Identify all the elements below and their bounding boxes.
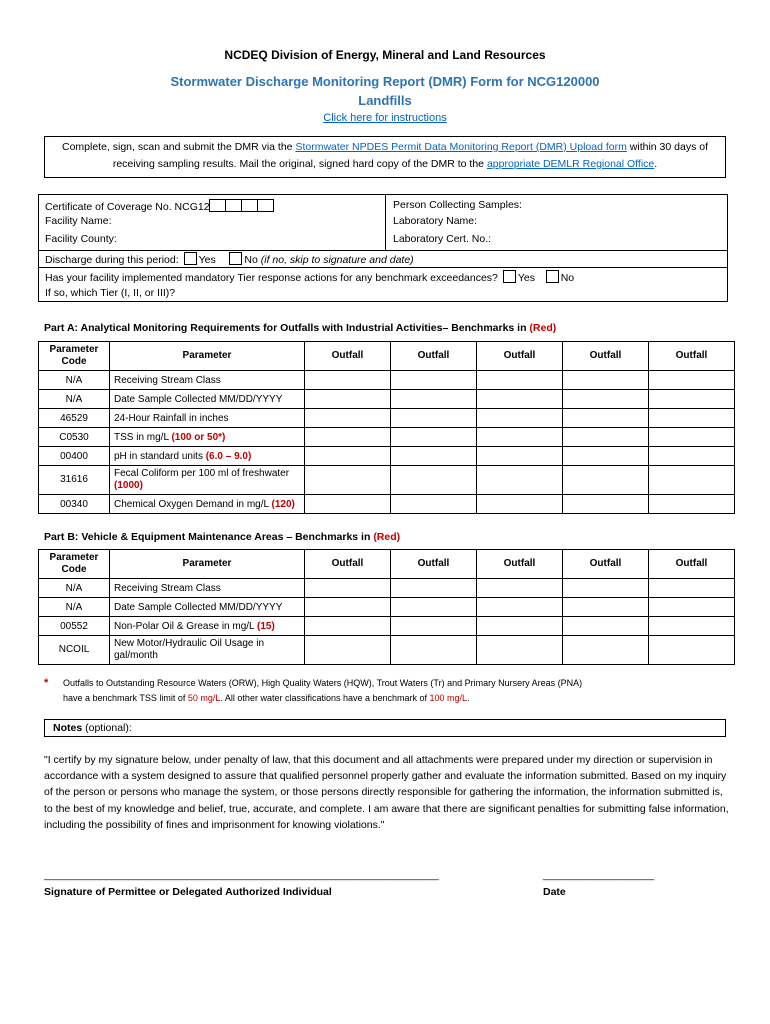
outfall-value-cell[interactable] xyxy=(649,579,735,598)
coc-digit-box[interactable] xyxy=(209,199,226,212)
table-row xyxy=(39,371,735,390)
parameter-text: 24-Hour Rainfall in inches xyxy=(114,412,229,424)
part-a-text: Part A: Analytical Monitoring Requirements for Outfalls with Industrial Activities– Benchmarks in xyxy=(44,322,530,334)
header-outfall: Outfall xyxy=(477,342,563,371)
divider xyxy=(385,195,386,250)
outfall-value-cell[interactable] xyxy=(649,636,735,665)
benchmark-value: 50 mg/L xyxy=(187,693,221,703)
parameter-text: pH in standard units xyxy=(114,450,206,462)
discharge-no-checkbox[interactable] xyxy=(229,252,242,265)
header-code: Parameter Code xyxy=(39,342,110,371)
parameter-text: Chemical Oxygen Demand in mg/L xyxy=(114,498,272,510)
footnote-text: . xyxy=(467,693,470,703)
red-label: (Red) xyxy=(373,531,401,543)
tier-which-field[interactable]: If so, which Tier (I, II, or III)? xyxy=(45,287,176,299)
table-row xyxy=(39,598,735,617)
footnote-text: have a benchmark TSS limit of xyxy=(63,693,188,703)
date-line[interactable]: ____________________ xyxy=(543,870,655,881)
outfall-value-cell[interactable] xyxy=(391,390,477,409)
divider xyxy=(39,267,727,268)
outfall-value-cell[interactable] xyxy=(563,466,649,495)
intro-text-3: . xyxy=(654,158,658,170)
outfall-value-cell[interactable] xyxy=(391,598,477,617)
tier-question: Has your facility implemented mandatory Tier response actions for any benchmark exceedances? xyxy=(45,272,498,284)
notes-label: Notes xyxy=(53,722,83,734)
outfall-value-cell[interactable] xyxy=(477,579,563,598)
outfall-value-cell[interactable] xyxy=(305,579,391,598)
outfall-value-cell[interactable] xyxy=(305,428,391,447)
discharge-label: Discharge during this period: xyxy=(45,254,179,266)
outfall-value-cell[interactable] xyxy=(563,371,649,390)
outfall-value-cell[interactable] xyxy=(391,636,477,665)
header-parameter: Parameter xyxy=(110,342,305,371)
parameter-code: N/A xyxy=(39,598,110,617)
table-row xyxy=(39,636,735,665)
table-row xyxy=(39,466,735,495)
header-parameter: Parameter xyxy=(110,550,305,579)
header-outfall: Outfall xyxy=(305,550,391,579)
outfall-value-cell[interactable] xyxy=(391,579,477,598)
outfall-value-cell[interactable] xyxy=(477,447,563,466)
coc-label: Certificate of Coverage No. NCG12 xyxy=(45,201,210,213)
instructions-link[interactable]: Click here for instructions xyxy=(323,112,447,124)
parameter-text: Non-Polar Oil & Grease in mg/L xyxy=(114,620,258,632)
outfall-value-cell[interactable] xyxy=(649,371,735,390)
part-b-table xyxy=(38,549,735,665)
parameter-code: NCOIL xyxy=(39,636,110,665)
outfall-value-cell[interactable] xyxy=(477,466,563,495)
facility-info-box xyxy=(38,194,728,302)
header-outfall: Outfall xyxy=(477,550,563,579)
header-outfall: Outfall xyxy=(563,342,649,371)
table-row xyxy=(39,579,735,598)
outfall-value-cell[interactable] xyxy=(305,598,391,617)
parameter-code: 00340 xyxy=(39,495,110,514)
intro-text: Complete, sign, scan and submit the DMR via the xyxy=(61,141,296,153)
red-label: (Red) xyxy=(529,322,557,334)
yes-label: Yes xyxy=(517,272,535,284)
parameter-name xyxy=(110,371,305,390)
footnote-text: . All other water classifications have a benchmark of xyxy=(220,693,430,703)
footnote-star: * xyxy=(44,677,49,689)
benchmark-value: (100 or 50*) xyxy=(171,431,226,443)
header-outfall: Outfall xyxy=(563,550,649,579)
parameter-code: N/A xyxy=(39,579,110,598)
lab-name-field[interactable]: Laboratory Name: xyxy=(393,215,478,227)
outfall-value-cell[interactable] xyxy=(649,409,735,428)
skip-note: (if no, skip to signature and date) xyxy=(260,254,414,266)
person-collecting-field[interactable]: Person Collecting Samples: xyxy=(393,199,522,211)
parameter-name xyxy=(110,636,305,665)
signature-line[interactable]: _______________________________________________________________________ xyxy=(44,870,439,881)
outfall-value-cell[interactable] xyxy=(391,371,477,390)
yes-label: Yes xyxy=(198,254,216,266)
benchmark-value: (120) xyxy=(271,498,295,510)
outfall-value-cell[interactable] xyxy=(563,598,649,617)
outfall-value-cell[interactable] xyxy=(305,495,391,514)
parameter-text: Receiving Stream Class xyxy=(114,374,221,386)
parameter-name xyxy=(110,447,305,466)
outfall-value-cell[interactable] xyxy=(391,409,477,428)
outfall-value-cell[interactable] xyxy=(305,466,391,495)
table-row xyxy=(39,428,735,447)
parameter-name xyxy=(110,466,305,495)
benchmark-value: 100 mg/L xyxy=(429,693,468,703)
parameter-text: TSS in mg/L xyxy=(114,431,172,443)
outfall-value-cell[interactable] xyxy=(563,617,649,636)
part-b-text: Part B: Vehicle & Equipment Maintenance Areas – Benchmarks in xyxy=(44,531,374,543)
outfall-value-cell[interactable] xyxy=(391,617,477,636)
tier-row xyxy=(45,270,574,284)
signature-label: Signature of Permittee or Delegated Authorized Individual xyxy=(44,886,332,898)
instructions-line xyxy=(0,112,770,124)
tier-no-checkbox[interactable] xyxy=(546,270,559,283)
parameter-code: C0530 xyxy=(39,428,110,447)
outfall-value-cell[interactable] xyxy=(477,371,563,390)
footnote xyxy=(44,677,48,689)
lab-cert-field[interactable]: Laboratory Cert. No.: xyxy=(393,233,492,245)
outfall-value-cell[interactable] xyxy=(649,447,735,466)
part-a-label xyxy=(44,322,556,334)
parameter-code: 00552 xyxy=(39,617,110,636)
parameter-name xyxy=(110,617,305,636)
outfall-value-cell[interactable] xyxy=(649,466,735,495)
parameter-name xyxy=(110,598,305,617)
outfall-value-cell[interactable] xyxy=(391,495,477,514)
coc-digit-box[interactable] xyxy=(225,199,242,212)
header-outfall: Outfall xyxy=(649,342,735,371)
table-row xyxy=(39,495,735,514)
outfall-value-cell[interactable] xyxy=(305,617,391,636)
outfall-value-cell[interactable] xyxy=(305,371,391,390)
outfall-value-cell[interactable] xyxy=(477,617,563,636)
table-header-row xyxy=(39,342,735,371)
outfall-value-cell[interactable] xyxy=(649,598,735,617)
facility-name-field[interactable]: Facility Name: xyxy=(45,215,112,227)
header-outfall: Outfall xyxy=(391,550,477,579)
header-outfall: Outfall xyxy=(391,342,477,371)
outfall-value-cell[interactable] xyxy=(649,428,735,447)
parameter-text: Receiving Stream Class xyxy=(114,582,221,594)
outfall-value-cell[interactable] xyxy=(563,447,649,466)
divider xyxy=(39,250,727,251)
outfall-value-cell[interactable] xyxy=(305,390,391,409)
notes-suffix: (optional): xyxy=(82,722,132,734)
discharge-row xyxy=(45,252,414,266)
parameter-name xyxy=(110,495,305,514)
table-row xyxy=(39,390,735,409)
coc-digit-box[interactable] xyxy=(257,199,274,212)
no-label: No xyxy=(560,272,575,284)
outfall-value-cell[interactable] xyxy=(477,636,563,665)
parameter-name xyxy=(110,428,305,447)
outfall-value-cell[interactable] xyxy=(563,579,649,598)
regional-office-link[interactable]: appropriate DEMLR Regional Office xyxy=(486,158,655,170)
parameter-code: N/A xyxy=(39,390,110,409)
tier-yes-checkbox[interactable] xyxy=(503,270,516,283)
parameter-text: New Motor/Hydraulic Oil Usage in gal/month xyxy=(114,638,265,661)
benchmark-value: (1000) xyxy=(114,480,143,491)
part-a-rows xyxy=(39,371,735,514)
table-row xyxy=(39,409,735,428)
outfall-value-cell[interactable] xyxy=(391,428,477,447)
header-outfall: Outfall xyxy=(649,550,735,579)
outfall-value-cell[interactable] xyxy=(649,617,735,636)
parameter-name xyxy=(110,409,305,428)
outfall-value-cell[interactable] xyxy=(477,598,563,617)
outfall-value-cell[interactable] xyxy=(563,428,649,447)
parameter-name xyxy=(110,390,305,409)
part-b-label xyxy=(44,531,400,543)
outfall-value-cell[interactable] xyxy=(477,409,563,428)
outfall-value-cell[interactable] xyxy=(477,428,563,447)
outfall-value-cell[interactable] xyxy=(649,495,735,514)
parameter-name xyxy=(110,579,305,598)
outfall-value-cell[interactable] xyxy=(391,447,477,466)
outfall-value-cell[interactable] xyxy=(563,636,649,665)
header-outfall: Outfall xyxy=(305,342,391,371)
discharge-yes-checkbox[interactable] xyxy=(184,252,197,265)
parameter-text: Fecal Coliform per 100 ml of freshwater xyxy=(114,468,290,479)
intro-box xyxy=(44,136,726,178)
notes-field[interactable] xyxy=(44,719,726,737)
parameter-code: 46529 xyxy=(39,409,110,428)
outfall-value-cell[interactable] xyxy=(391,466,477,495)
facility-county-field[interactable]: Facility County: xyxy=(45,233,117,245)
header-code: Parameter Code xyxy=(39,550,110,579)
parameter-code: 00400 xyxy=(39,447,110,466)
form-title-line2: Landfills xyxy=(358,93,412,108)
outfall-value-cell[interactable] xyxy=(477,390,563,409)
footnote-line1: Outfalls to Outstanding Resource Waters (ORW), High Quality Waters (HQW), Trout Waters (Tr) and Primary Nursery Areas (PNA) xyxy=(63,678,583,688)
table-row xyxy=(39,617,735,636)
intro-text-2: within 30 days of receiving sampling results. Mail the original, signed hard copy of the DMR to the xyxy=(112,141,709,170)
outfall-value-cell[interactable] xyxy=(563,495,649,514)
certification-text: "I certify by my signature below, under penalty of law, that this document and all attachments were prepared under my direction or supervision in accordance with a system designed to assure that qualified personnel properly gather and evaluate the information submitted. Based on my inquiry of the person or persons who manage the system, or those persons directly responsible for gathering the information, the information submitted is, to the best of my knowledge and belief, true, accurate, and complete. I am aware that there are significant penalties for submitting false information, including the possibility of fines and imprisonment for knowing violations." xyxy=(44,754,729,831)
footnote-line2 xyxy=(63,693,470,703)
parameter-code: 31616 xyxy=(39,466,110,495)
part-b-rows xyxy=(39,579,735,665)
coc-digit-box[interactable] xyxy=(241,199,258,212)
table-row xyxy=(39,447,735,466)
dmr-upload-link[interactable]: Stormwater NPDES Permit Data Monitoring Report (DMR) Upload form xyxy=(295,141,627,153)
outfall-value-cell[interactable] xyxy=(477,495,563,514)
outfall-value-cell[interactable] xyxy=(305,636,391,665)
form-title: Stormwater Discharge Monitoring Report (DMR) Form for NCG120000 xyxy=(170,74,600,89)
parameter-text: Date Sample Collected MM/DD/YYYY xyxy=(114,393,283,405)
outfall-value-cell[interactable] xyxy=(563,390,649,409)
outfall-value-cell[interactable] xyxy=(305,447,391,466)
parameter-code: N/A xyxy=(39,371,110,390)
coc-row xyxy=(45,199,274,213)
date-label: Date xyxy=(543,886,566,898)
outfall-value-cell[interactable] xyxy=(305,409,391,428)
benchmark-value: (15) xyxy=(257,620,275,632)
benchmark-value: (6.0 – 9.0) xyxy=(205,450,252,462)
parameter-text: Date Sample Collected MM/DD/YYYY xyxy=(114,601,283,613)
outfall-value-cell[interactable] xyxy=(649,390,735,409)
outfall-value-cell[interactable] xyxy=(563,409,649,428)
no-label: No xyxy=(244,254,258,266)
agency-header: NCDEQ Division of Energy, Mineral and Land Resources xyxy=(224,48,546,62)
table-header-row xyxy=(39,550,735,579)
part-a-table xyxy=(38,341,735,514)
